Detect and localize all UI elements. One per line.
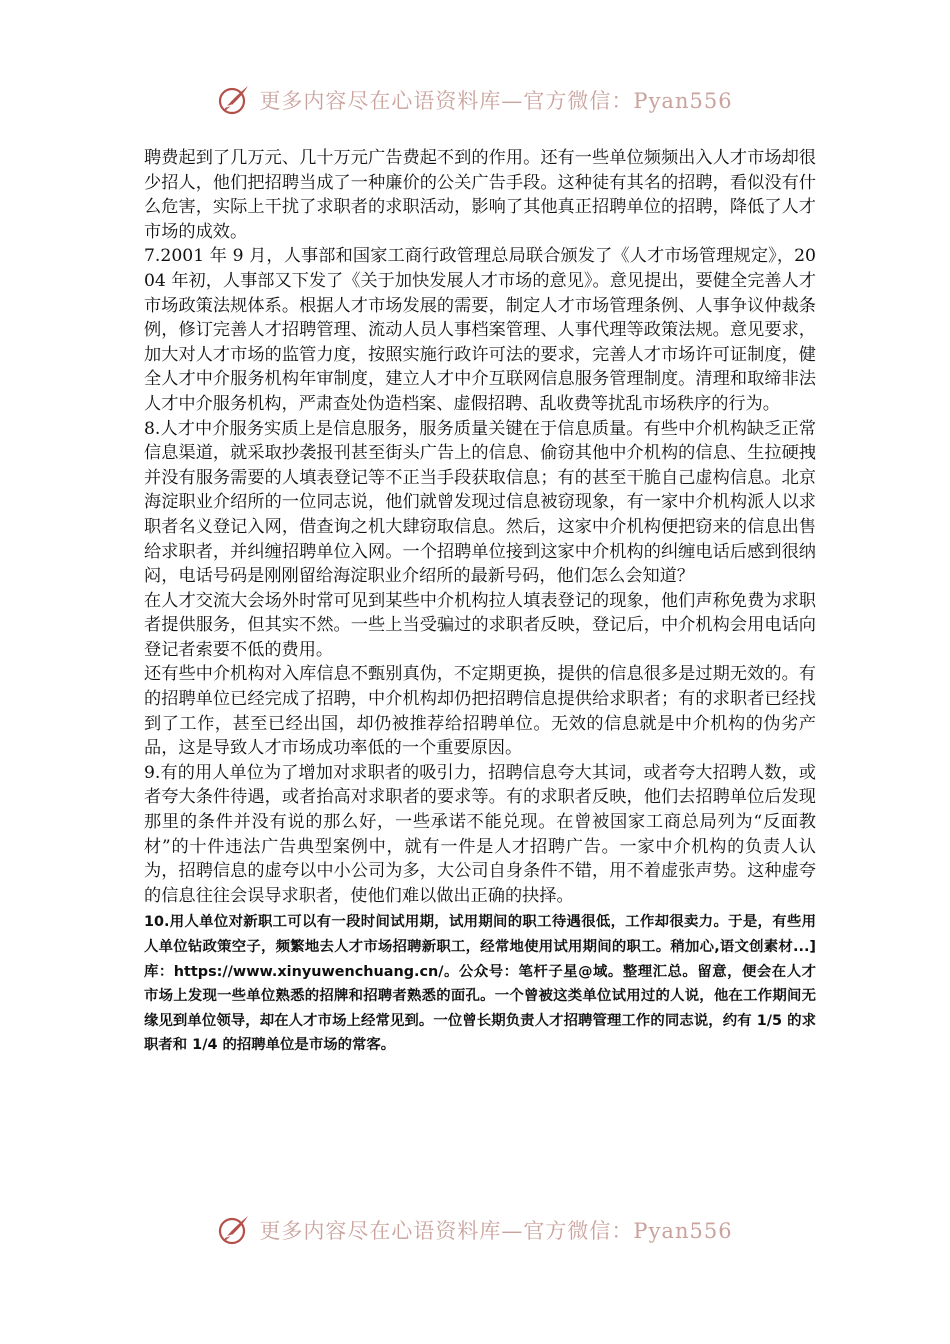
paragraph-8: 8.人才中介服务实质上是信息服务，服务质量关键在于信息质量。有些中介机构缺乏正常信息渠道，就采取抄袭报刊甚至街头广告上的信息、偷窃其他中介机构的信息、生拉硬拽并没有服务需要的人填表登记等不正当手段获取信息；有的甚至干脆自己虚构信息。北京海淀职业介绍所的一位同志说，他们就曾发现过信息被窃现象，有一家中介机构派人以求职者名义登记入网，借查询之机大肆窃取信息。然后，这家中介机构便把窃来的信息出售给求职者，并纠缠招聘单位入网。一个招聘单位接到这家中介机构的纠缠电话后感到很纳闷，电话号码是刚刚留给海淀职业介绍所的最新号码，他们怎么会知道？ bbox=[144, 418, 816, 587]
footer-watermark-banner bbox=[0, 1208, 950, 1252]
paragraph-7: 7.2001 年 9 月，人事部和国家工商行政管理总局联合颁发了《人才市场管理规定》，2004 年初，人事部又下发了《关于加快发展人才市场的意见》。意见提出，要健全完善人才市场政策法规体系。根据人才市场发展的需要，制定人才市场管理条例、人事争议仲裁条例，修订完善人才招聘管理、流动人员人事档案管理、人事代理等政策法规。意见要求，加大对人才市场的监管力度，按照实施行政许可法的要求，完善人才市场许可证制度，健全人才中介服务机构年审制度，建立人才中介互联网信息服务管理制度。清理和取缔非法人才中介服务机构，严肃查处伪造档案、虚假招聘、乱收费等扰乱市场秩序的行为。 bbox=[144, 246, 816, 414]
document-body bbox=[144, 146, 816, 1058]
paragraph-8-fees: 在人才交流大会场外时常可见到某些中介机构拉人填表登记的现象，他们声称免费为求职者提供服务，但其实不然。一些上当受骗过的求职者反映，登记后，中介机构会用电话向登记者索要不低的费用。 bbox=[144, 590, 816, 660]
paragraph-9: 9.有的用人单位为了增加对求职者的吸引力，招聘信息夸大其词，或者夸大招聘人数，或者夸大条件待遇，或者抬高对求职者的要求等。有的求职者反映，他们去招聘单位后发现那里的条件并没有说的那么好，一些承诺不能兑现。在曾被国家工商总局列为“反面教材”的十件违法广告典型案例中，就有一件是人才招聘广告。一家中介机构的负责人认为，招聘信息的虚夸以中小公司为多，大公司自身条件不错，用不着虚张声势。这种虚夸的信息往往会误导求职者，使他们难以做出正确的抉择。 bbox=[144, 762, 816, 906]
watermark-text: 更多内容尽在心语资料库—官方微信：Pyan556 bbox=[259, 89, 733, 113]
paragraph-10: 10.用人单位对新职工可以有一段时间试用期，试用期间的职工待遇很低，工作却很卖力。于是，有些用人单位钻政策空子，频繁地去人才市场招聘新职工，经常地使用试用期间的职工。稍加心,语文创素材...]库：https://www.xinyuwenchuang.cn/。公众号：笔杆子星@域。整理汇总。留意，便会在人才市场上发现一些单位熟悉的招牌和招聘者熟悉的面孔。一个曾被这类单位试用过的人说，他在工作期间无缘见到单位领导，却在人才市场上经常见到。一位曾长期负责人才招聘管理工作的同志说，约有 1/5 的求职者和 1/4 的招聘单位是市场的常客。 bbox=[144, 914, 816, 1054]
quill-logo-icon bbox=[217, 83, 251, 117]
watermark-text: 更多内容尽在心语资料库—官方微信：Pyan556 bbox=[259, 1219, 733, 1243]
quill-logo-icon bbox=[217, 1213, 251, 1247]
paragraph-8-outdated-info: 还有些中介机构对入库信息不甄别真伪，不定期更换，提供的信息很多是过期无效的。有的招聘单位已经完成了招聘，中介机构却仍把招聘信息提供给求职者；有的求职者已经找到了工作，甚至已经出国，却仍被推荐给招聘单位。无效的信息就是中介机构的伪劣产品，这是导致人才市场成功率低的一个重要原因。 bbox=[144, 664, 816, 759]
header-watermark-banner bbox=[0, 78, 950, 122]
paragraph-continuation: 聘费起到了几万元、几十万元广告费起不到的作用。还有一些单位频频出入人才市场却很少招人，他们把招聘当成了一种廉价的公关广告手段。这种徒有其名的招聘，看似没有什么危害，实际上干扰了求职者的求职活动，影响了其他真正招聘单位的招聘，降低了人才市场的成效。 bbox=[144, 148, 816, 242]
